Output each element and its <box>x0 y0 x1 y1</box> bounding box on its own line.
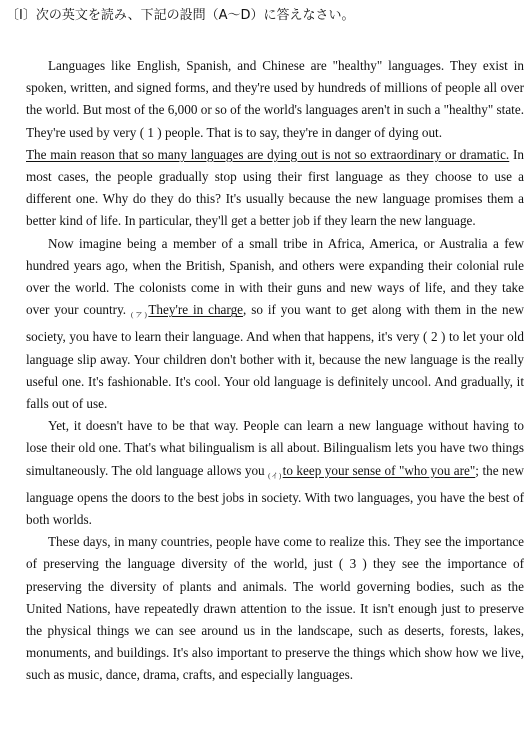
paragraph-4 <box>26 415 524 531</box>
paragraph-3-text-b: , so if you want to get along with them in the new society, you have to learn their language. And when that happens, it's very ( <box>26 302 524 345</box>
paragraph-1-text-b: ) people. That is to say, they're in danger of dying out. <box>153 124 443 140</box>
section-number: 〔Ⅰ〕 <box>6 8 36 23</box>
paragraph-5-text-a: These days, in many countries, people have come to realize this. They see the importance of preserving the language diversity of the world, just ( <box>26 534 524 572</box>
marker-i: (イ) <box>268 471 282 480</box>
paragraph-3-text-c: ) to let your old language slip away. Your children don't bother with it, because the new language is the really useful one. It's fashionable. It's cool. Your old language is definitely uncool. And gradually, it falls out of use. <box>26 329 524 412</box>
underlined-phrase-i: to keep your sense of "who you are" <box>282 462 476 478</box>
paragraph-5-text-b: ) they see the importance of preserving the diversity of plants and animals. The world governing bodies, such as the United Nations, have repeatedly drawn attention to the issue. It isn't enough just to preserve the physical things we can see around us in the landscape, such as deserts, forests, lakes, monuments, and buildings. It's also important to preserve the things which show how we live, such as music, dance, drama, crafts, and especially languages. <box>26 556 524 683</box>
underlined-phrase-a: They're in charge <box>148 302 244 318</box>
paragraph-2 <box>26 144 524 233</box>
underlined-sentence: The main reason that so many languages are dying out is not so extraordinary or dramatic. <box>26 146 510 162</box>
blank-3: 3 <box>349 556 357 572</box>
paragraph-2-text: In most cases, the people gradually stop using their first language as they choose to use a different one. Why do they do this? It's usually because the new language promises them a better kind of life. In particular, they'll get a better job if they learn the new language. <box>26 146 524 229</box>
question-header <box>6 6 526 26</box>
paragraph-5 <box>26 531 524 686</box>
paragraph-3 <box>26 233 524 416</box>
marker-a: (ア) <box>131 311 148 320</box>
paragraph-1-text-a: Languages like English, Spanish, and Chinese are "healthy" languages. They exist in spoken, written, and signed forms, and they're used by hundreds of millions of people all over the world. But most of the 6,000 or so of the world's languages aren't in such a "healthy" state. They're used by very ( <box>26 58 524 140</box>
blank-1: 1 <box>147 124 154 140</box>
reading-passage <box>26 55 524 687</box>
paragraph-4-text-a: Yet, it doesn't have to be that way. People can learn a new language without having to lose their old one. That's what bilingualism is all about. Bilingualism lets you have two things simultaneously. The old language allows you <box>26 418 524 478</box>
blank-2: 2 <box>430 329 438 345</box>
paragraph-4-text-b: ; the new language opens the doors to the best jobs in society. With two languages, you have the best of both worlds. <box>26 462 525 528</box>
instruction-text: 次の英文を読み、下記の設問（A～D）に答えなさい。 <box>35 8 355 23</box>
paragraph-3-text-a: Now imagine being a member of a small tribe in Africa, America, or Australia a few hundred years ago, when the British, Spanish, and others were expanding their colonial rule over the world. The colonists come in with their guns and new ways of life, and they take over your country. <box>26 235 524 318</box>
paragraph-1 <box>26 55 524 144</box>
